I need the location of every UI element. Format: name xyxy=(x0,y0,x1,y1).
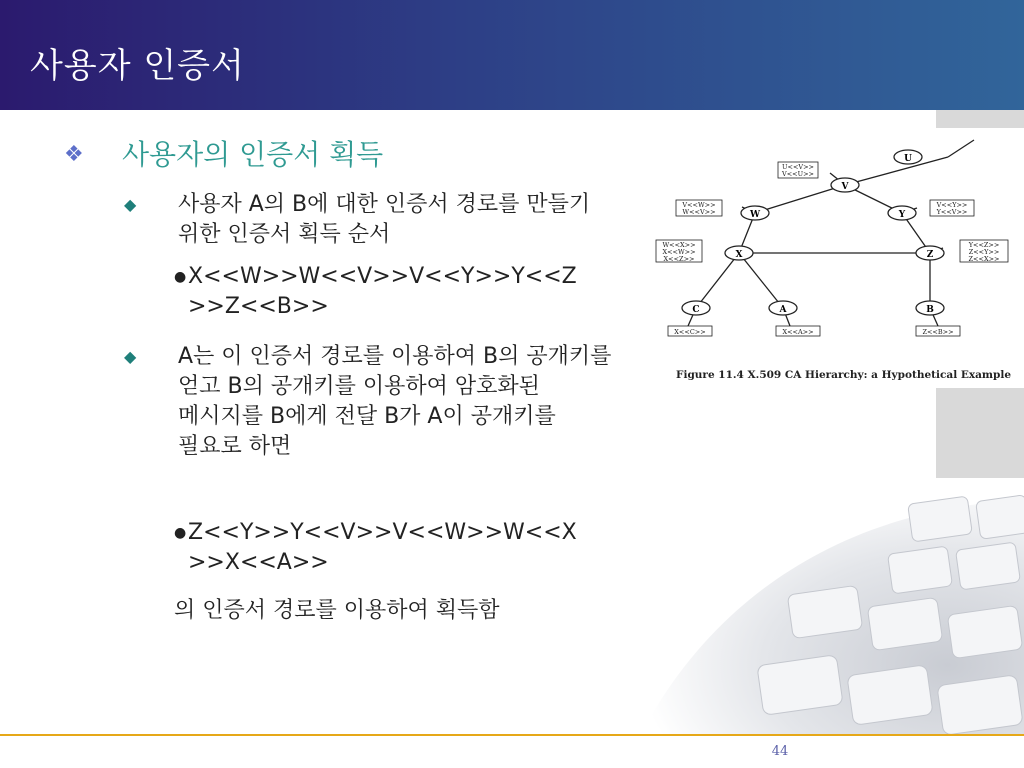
four-diamond-bullet-icon: ❖ xyxy=(64,142,84,167)
bullet-item-1 xyxy=(120,190,620,250)
cert-box-b xyxy=(916,326,960,336)
dot-bullet-icon: ● xyxy=(174,269,187,285)
node-v xyxy=(831,178,859,192)
node-u-label: U xyxy=(904,154,912,164)
ca-hierarchy-figure xyxy=(640,130,1024,390)
node-b xyxy=(916,301,944,315)
svg-text:X<<Z>>: X<<Z>> xyxy=(663,255,695,263)
node-y-label: Y xyxy=(898,210,906,220)
svg-text:Y<<Z>>: Y<<Z>> xyxy=(968,241,1000,249)
closing-text: 의 인증서 경로를 이용하여 획득함 xyxy=(174,598,500,623)
node-y xyxy=(888,206,916,220)
node-w-label: W xyxy=(749,210,761,220)
node-a xyxy=(769,301,797,315)
decorative-block-middle xyxy=(936,388,1024,478)
node-w xyxy=(741,206,769,220)
slide-title: 사용자 인증서 xyxy=(30,46,245,86)
cert-box-y xyxy=(930,200,974,216)
node-u xyxy=(894,150,922,164)
node-a-label: A xyxy=(779,305,787,315)
node-c-label: C xyxy=(692,305,700,315)
svg-text:V<<Y>>: V<<Y>> xyxy=(936,201,968,209)
node-b-label: B xyxy=(926,305,934,315)
svg-text:X<<C>>: X<<C>> xyxy=(674,328,706,336)
node-x-label: X xyxy=(735,250,743,260)
svg-text:W<<X>>: W<<X>> xyxy=(662,241,696,249)
cert-box-v xyxy=(778,162,818,178)
svg-text:X<<W>>: X<<W>> xyxy=(662,248,696,256)
title-bar xyxy=(0,0,1024,110)
node-c xyxy=(682,301,710,315)
diamond-bullet-icon: ◆ xyxy=(124,347,137,366)
svg-text:Z<<Y>>: Z<<Y>> xyxy=(968,248,1000,256)
dot-bullet-icon: ● xyxy=(174,525,187,541)
figure-caption: Figure 11.4 X.509 CA Hierarchy: a Hypothetical Example xyxy=(676,369,1012,381)
slide-body xyxy=(0,110,640,730)
section-heading: 사용자의 인증서 획득 xyxy=(122,138,384,171)
svg-text:V<<U>>: V<<U>> xyxy=(782,170,814,178)
node-z-label: Z xyxy=(926,250,934,260)
keyboard-watermark-image xyxy=(640,470,1024,736)
cert-box-c xyxy=(668,326,712,336)
svg-text:X<<A>>: X<<A>> xyxy=(782,328,814,336)
cert-box-a xyxy=(776,326,820,336)
svg-text:Y<<V>>: Y<<V>> xyxy=(936,208,968,216)
cert-box-z xyxy=(960,240,1008,263)
bullet-text-2: A는 이 인증서 경로를 이용하여 B의 공개키를 얻고 B의 공개키를 이용하여 암호화된 메시지를 B에게 전달 B가 A이 공개키를 필요로 하면 xyxy=(178,344,612,459)
sub-item-text-2: Z<<Y>>Y<<V>>V<<W>>W<<X >>X<<A>> xyxy=(188,520,577,575)
page-number: 44 xyxy=(771,744,789,759)
node-z xyxy=(916,246,944,260)
svg-text:Z<<B>>: Z<<B>> xyxy=(922,328,954,336)
footer-divider xyxy=(0,734,1024,736)
cert-box-w xyxy=(676,200,722,216)
bullet-text-1: 사용자 A의 B에 대한 인증서 경로를 만들기 위한 인증서 획득 순서 xyxy=(178,192,591,247)
svg-text:W<<V>>: W<<V>> xyxy=(682,208,716,216)
node-x xyxy=(725,246,753,260)
sub-item-2 xyxy=(174,518,624,578)
svg-text:Z<<X>>: Z<<X>> xyxy=(968,255,1000,263)
closing-line xyxy=(174,596,624,626)
svg-text:V<<W>>: V<<W>> xyxy=(682,201,716,209)
diamond-bullet-icon: ◆ xyxy=(124,195,137,214)
decorative-block-top xyxy=(936,110,1024,128)
sub-item-1 xyxy=(174,262,624,322)
cert-box-x xyxy=(656,240,702,263)
sub-item-text-1: X<<W>>W<<V>>V<<Y>>Y<<Z >>Z<<B>> xyxy=(188,264,577,319)
svg-text:U<<V>>: U<<V>> xyxy=(782,163,814,171)
bullet-item-2 xyxy=(120,342,620,462)
node-v-label: V xyxy=(841,182,849,192)
heading-row xyxy=(64,138,383,172)
